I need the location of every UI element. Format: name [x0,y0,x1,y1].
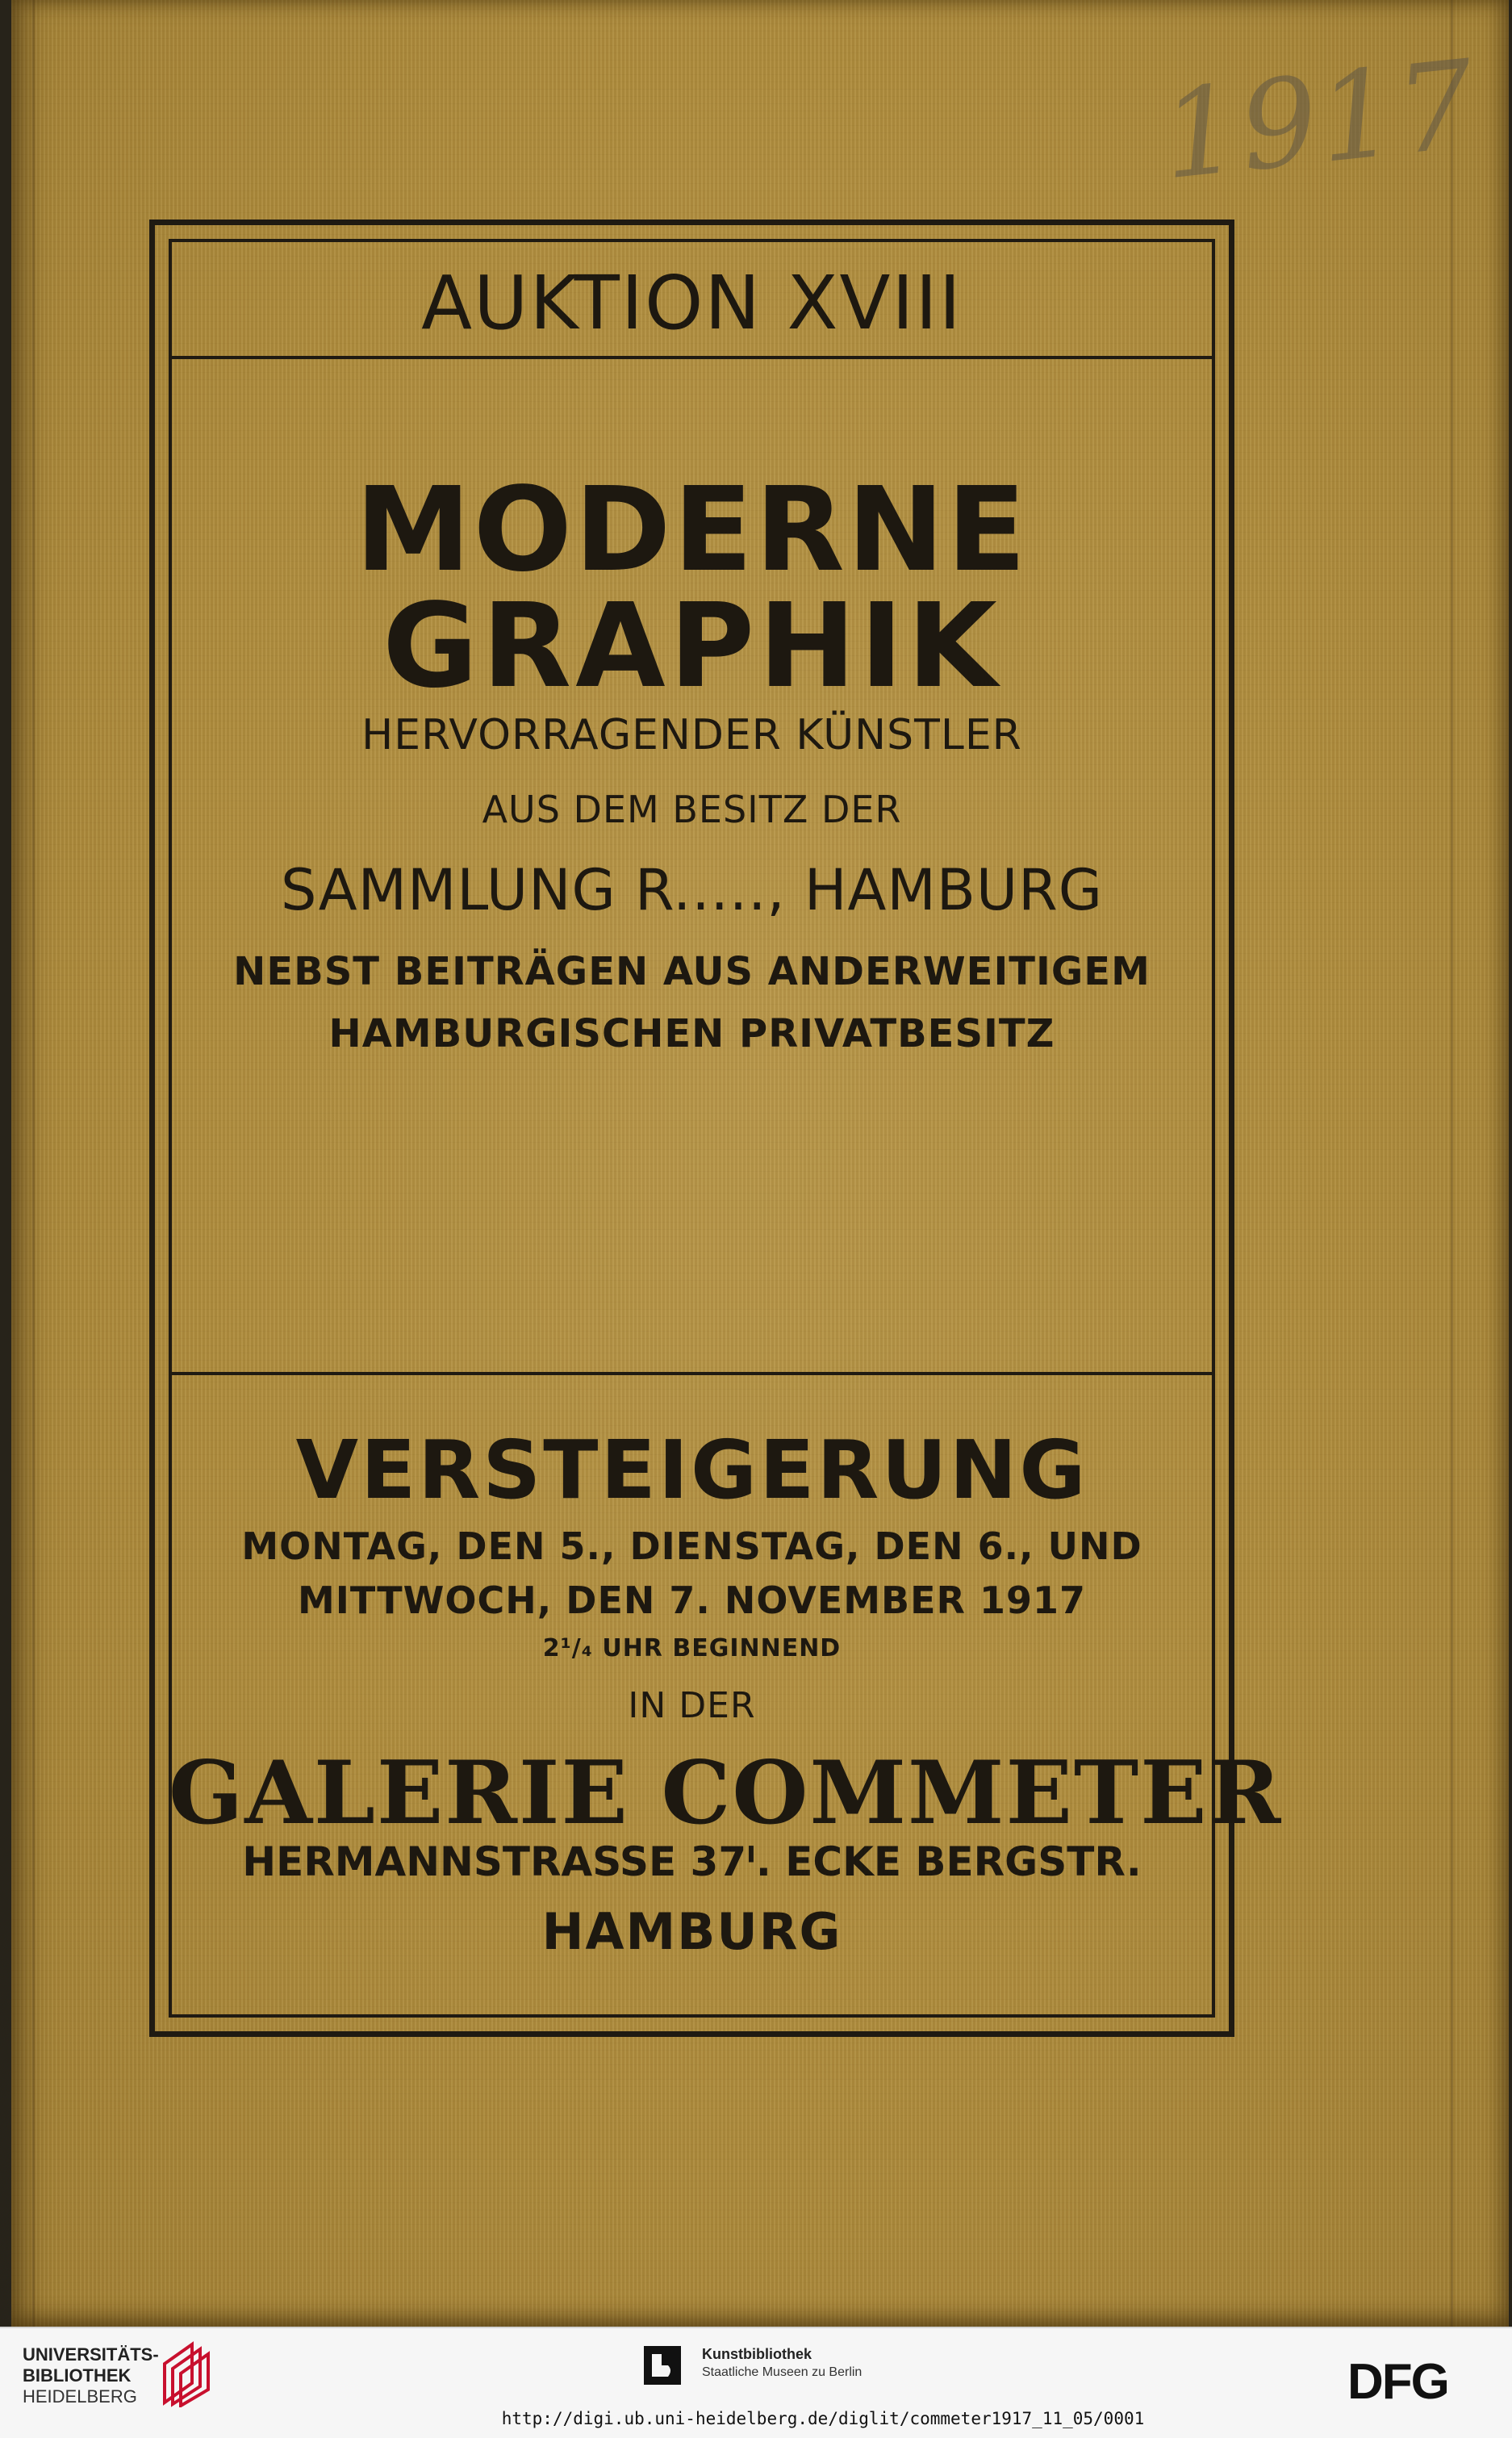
page-edge-line [1451,0,1453,2327]
extra-line-1: NEBST BEITRÄGEN AUS ANDERWEITIGEM [233,949,1151,994]
kunstbibliothek-wordmark[interactable] [702,2344,862,2382]
pencil-annotation: 1917 [1155,34,1483,207]
sale-heading: VERSTEIGERUNG [295,1423,1088,1517]
kb-title: Kunstbibliothek [702,2346,812,2362]
gallery-city: HAMBURG [541,1902,842,1961]
start-time: 2¹/₄ UHR BEGINNEND [542,1634,842,1662]
ub-heidelberg-logo-icon[interactable] [160,2340,211,2407]
dates-line-1: MONTAG, DEN 5., DIENSTAG, DEN 6., UND [241,1524,1142,1568]
extra-line-2: HAMBURGISCHEN PRIVATBESITZ [328,1011,1055,1056]
ub-line-1: UNIVERSITÄTS- [23,2344,159,2365]
gallery-name: GALERIE COMMETER [169,1742,1283,1844]
ub-line-2: BIBLIOTHEK [23,2365,132,2386]
digitization-footer [0,2327,1512,2438]
dfg-logo[interactable]: DFG [1347,2354,1448,2410]
title-divider [169,356,1215,359]
kunstbibliothek-logo-icon[interactable] [644,2346,681,2385]
ub-line-3: HEIDELBERG [23,2386,137,2407]
collection-name: SAMMLUNG R....., HAMBURG [281,857,1103,923]
auction-number: AUKTION XVIII [421,260,963,346]
section-divider [169,1372,1215,1375]
ub-heidelberg-wordmark[interactable] [23,2344,160,2407]
from-line: AUS DEM BESITZ DER [482,788,902,831]
gallery-address: HERMANNSTRASSE 37ᴵ. ECKE BERGSTR. [242,1838,1142,1885]
headline-line-2: GRAPHIK [382,578,1001,713]
permalink-url[interactable]: http://digi.ub.uni-heidelberg.de/diglit/commeter1917_11_05/0001 [501,2409,1145,2428]
spine-line [32,0,35,2327]
kb-subtitle: Staatliche Museen zu Berlin [702,2365,863,2379]
dates-line-2: MITTWOCH, DEN 7. NOVEMBER 1917 [297,1579,1087,1622]
subtitle: HERVORRAGENDER KÜNSTLER [361,711,1022,759]
in-der-line: IN DER [628,1685,756,1726]
headline-line-1: MODERNE [355,462,1029,597]
